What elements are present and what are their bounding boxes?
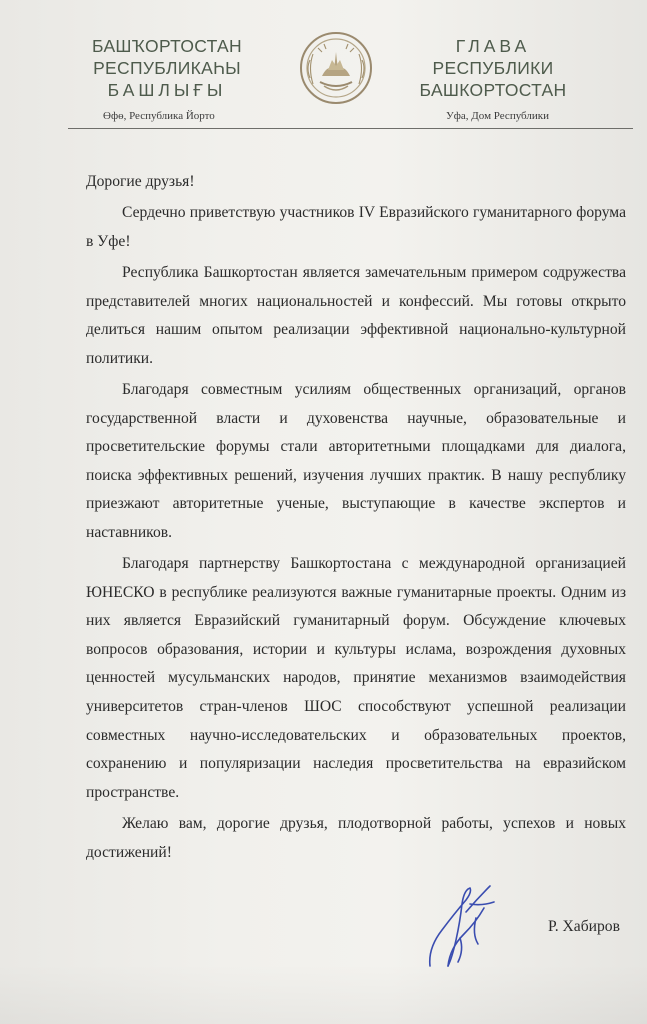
letter-body xyxy=(86,168,626,870)
header-right-line1: ГЛАВА xyxy=(455,36,531,56)
header-left-line1: БАШҠОРТОСТАН xyxy=(92,36,242,56)
header-left-line3: БАШЛЫҒЫ xyxy=(107,80,227,100)
paragraph-cooperation: Благодаря совместным усилиям общественных организаций, органов государственной власти и духовенства научные, образовательные и просветительские форумы стали авторитетными площадками для диалога, поиска эффективных решений, изучения лучших практик. В нашу республику приезжают авторитетные ученые, выступающие в качестве экспертов и наставников. xyxy=(86,380,626,541)
paragraph-wishes: Желаю вам, дорогие друзья, плодотворной работы, успехов и новых достижений! xyxy=(86,815,626,861)
address-left: Өфө, Республика Йорто xyxy=(103,110,215,122)
paragraph-republic: Республика Башкортостан является замечательным примером содружества представителей многих национальностей и конфессий. Мы готовы открыто делиться нашим опытом реализации эффективной национально-культурной политики. xyxy=(86,263,626,367)
signer-name: Р. Хабиров xyxy=(548,918,620,935)
handwritten-signature xyxy=(420,878,510,973)
salutation: Дорогие друзья! xyxy=(86,173,195,190)
header-right-line3: БАШКОРТОСТАН xyxy=(419,80,567,100)
header-right-line2: РЕСПУБЛИКИ xyxy=(432,58,554,78)
coat-of-arms-icon xyxy=(298,30,374,106)
header-divider xyxy=(68,128,633,129)
paragraph-greeting: Сердечно приветствую участников IV Евразийского гуманитарного форума в Уфе! xyxy=(86,204,626,250)
paragraph-unesco: Благодаря партнерству Башкортостана с международной организацией ЮНЕСКО в республике реализуются важные гуманитарные проекты. Одним из них является Евразийский гуманитарный форум. Обсуждение ключевых вопросов образования, истории и культуры ислама, возрождения духовных ценностей мусульманских народов, принятие механизмов взаимодействия университетов стран-членов ШОС способствуют успешной реализации совместных научно-исследовательских и образовательных проектов, сохранению и популяризации наследия просветительства на евразийском пространстве. xyxy=(86,555,626,801)
header-right-russian xyxy=(393,35,593,101)
address-right: Уфа, Дом Республики xyxy=(446,110,549,122)
header-left-line2: РЕСПУБЛИКАҺЫ xyxy=(93,58,241,78)
header-left-bashkir xyxy=(72,35,262,101)
paper-shadow xyxy=(0,964,647,1024)
